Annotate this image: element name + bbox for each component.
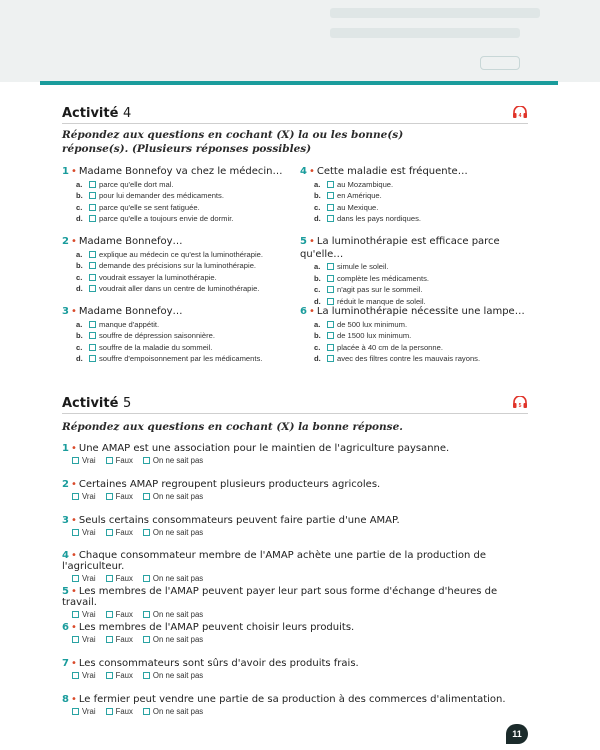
choice-label: On ne sait pas — [152, 670, 204, 680]
option-letter: d. — [314, 296, 321, 306]
question-label: Seuls certains consommateurs peuvent faire partie d'une AMAP. — [78, 514, 400, 526]
choice-label: Vrai — [82, 706, 96, 716]
question-label: Cette maladie est fréquente… — [316, 166, 468, 177]
answer-choices — [62, 492, 532, 501]
option-letter: d. — [76, 284, 83, 293]
option-letter: a. — [76, 319, 83, 329]
choice-label: On ne sait pas — [152, 491, 204, 501]
option-label: souffre de dépression saisonnière. — [99, 331, 215, 340]
checkbox[interactable] — [106, 529, 113, 536]
question-number: 5 — [300, 236, 307, 247]
choice-faux[interactable] — [106, 574, 133, 583]
checkbox[interactable] — [89, 285, 96, 292]
checkbox[interactable] — [89, 274, 96, 281]
option-letter: c. — [314, 202, 321, 212]
checkbox[interactable] — [327, 181, 334, 188]
option-label: simule le soleil. — [337, 262, 389, 271]
question-number: 3 — [62, 514, 69, 526]
option-letter: b. — [314, 331, 321, 340]
question-label: Les consommateurs sont sûrs d'avoir des produits frais. — [78, 657, 359, 669]
checkbox[interactable] — [89, 251, 96, 258]
option-letter: b. — [76, 191, 83, 200]
answer-option[interactable] — [300, 353, 532, 365]
option-letter: b. — [76, 331, 83, 340]
option-label: placée à 40 cm de la personne. — [337, 342, 443, 352]
option-letter: b. — [76, 261, 83, 270]
question-4 — [62, 550, 532, 583]
option-letter: c. — [76, 202, 83, 212]
headphones-icon[interactable] — [512, 106, 528, 118]
checkbox[interactable] — [89, 204, 96, 211]
answer-option[interactable] — [300, 273, 532, 285]
question-text — [62, 550, 532, 572]
question-6 — [300, 306, 532, 365]
option-letter: c. — [76, 342, 83, 352]
choice-vrai[interactable] — [72, 456, 96, 465]
choice-label: On ne sait pas — [152, 635, 204, 644]
checkbox[interactable] — [106, 636, 113, 643]
answer-choices — [62, 707, 532, 716]
option-label: manque d'appétit. — [99, 319, 160, 329]
choice-faux[interactable] — [106, 671, 133, 680]
choice-label: Vrai — [82, 491, 96, 501]
question-label: Madame Bonnefoy… — [78, 236, 183, 247]
choice-label: Vrai — [82, 635, 96, 644]
question-text — [62, 306, 294, 319]
option-letter: d. — [314, 214, 321, 223]
option-label: parce qu'elle se sent fatiguée. — [99, 202, 200, 212]
question-5 — [300, 236, 532, 307]
checkbox[interactable] — [143, 493, 150, 500]
choice-vrai[interactable] — [72, 528, 96, 537]
question-8 — [62, 694, 532, 716]
checkbox[interactable] — [143, 529, 150, 536]
choice-on-ne-sait-pas[interactable] — [143, 456, 203, 465]
previous-page-bleed — [0, 0, 600, 82]
answer-option[interactable] — [62, 260, 294, 272]
checkbox[interactable] — [327, 298, 334, 305]
activity-5-instructions: Répondez aux questions en cochant (X) la bonne réponse. — [62, 421, 403, 433]
option-label: complète les médicaments. — [337, 273, 430, 283]
question-1 — [62, 443, 532, 465]
option-label: demande des précisions sur la luminothérapie. — [99, 261, 257, 270]
question-3 — [62, 306, 294, 365]
question-5 — [62, 586, 532, 619]
bullet-icon: • — [70, 693, 77, 705]
option-letter: a. — [76, 179, 83, 189]
bleed-text-line — [330, 8, 540, 18]
bleed-text-line — [330, 28, 520, 38]
checkbox[interactable] — [143, 708, 150, 715]
answer-choices — [62, 671, 532, 680]
checkbox[interactable] — [72, 636, 79, 643]
choice-vrai[interactable] — [72, 707, 96, 716]
option-letter: d. — [76, 214, 83, 223]
checkbox[interactable] — [89, 344, 96, 351]
checkbox[interactable] — [89, 332, 96, 339]
question-number: 3 — [62, 306, 69, 317]
question-label: La luminothérapie est efficace parce qu'elle… — [300, 236, 500, 260]
choice-vrai[interactable] — [72, 635, 96, 644]
question-label: Chaque consommateur membre de l'AMAP achète une partie de la production de l'agriculteur. — [62, 550, 486, 573]
bullet-icon: • — [70, 586, 77, 598]
question-text — [62, 479, 532, 490]
answer-option[interactable] — [62, 342, 294, 354]
question-number: 6 — [62, 622, 69, 633]
section-divider — [40, 81, 558, 85]
answer-choices — [62, 574, 532, 583]
checkbox[interactable] — [89, 192, 96, 199]
checkbox[interactable] — [327, 192, 334, 199]
bullet-icon: • — [70, 622, 77, 633]
checkbox[interactable] — [72, 672, 79, 679]
option-label: au Mexique. — [337, 202, 379, 212]
choice-label: Faux — [115, 670, 133, 680]
question-text — [62, 236, 294, 249]
checkbox[interactable] — [89, 262, 96, 269]
choice-label: Vrai — [82, 610, 96, 620]
answer-option[interactable] — [300, 202, 532, 214]
option-letter: d. — [314, 354, 321, 363]
answer-option[interactable] — [62, 283, 294, 295]
answer-option[interactable] — [62, 249, 294, 261]
checkbox[interactable] — [327, 321, 334, 328]
option-label: n'agit pas sur le sommeil. — [337, 285, 423, 294]
option-label: de 500 lux minimum. — [337, 319, 408, 329]
question-label: Une AMAP est une association pour le maintien de l'agriculture paysanne. — [78, 443, 450, 454]
answer-option[interactable] — [300, 330, 532, 342]
answer-choices — [62, 635, 532, 644]
checkbox[interactable] — [72, 611, 79, 618]
answer-choices — [62, 528, 532, 537]
question-label: Les membres de l'AMAP peuvent choisir leurs produits. — [78, 622, 355, 633]
choice-label: On ne sait pas — [152, 456, 204, 465]
choice-label: Vrai — [82, 574, 96, 584]
question-text — [62, 166, 294, 179]
option-label: explique au médecin ce qu'est la luminothérapie. — [99, 249, 263, 259]
option-label: avec des filtres contre les mauvais rayons. — [337, 354, 481, 363]
bullet-icon: • — [70, 443, 77, 454]
checkbox[interactable] — [72, 457, 79, 464]
choice-vrai[interactable] — [72, 492, 96, 501]
option-letter: c. — [314, 285, 321, 294]
question-2 — [62, 479, 532, 501]
activity-4-title: Activité 4 — [62, 106, 132, 121]
choice-label: Faux — [115, 574, 133, 584]
choice-vrai[interactable] — [72, 574, 96, 583]
question-label: Madame Bonnefoy va chez le médecin… — [78, 166, 283, 177]
choice-on-ne-sait-pas[interactable] — [143, 707, 203, 716]
answer-option[interactable] — [300, 213, 532, 225]
choice-faux[interactable] — [106, 528, 133, 537]
question-text — [62, 694, 532, 705]
choice-label: On ne sait pas — [152, 706, 204, 716]
checkbox[interactable] — [106, 457, 113, 464]
checkbox[interactable] — [72, 708, 79, 715]
bullet-icon: • — [308, 306, 315, 317]
choice-label: Faux — [115, 610, 133, 620]
checkbox[interactable] — [143, 672, 150, 679]
svg-text:4: 4 — [518, 113, 522, 118]
checkbox[interactable] — [89, 321, 96, 328]
checkbox[interactable] — [72, 493, 79, 500]
checkbox[interactable] — [106, 708, 113, 715]
checkbox[interactable] — [106, 575, 113, 582]
question-number: 6 — [300, 306, 307, 317]
option-letter: d. — [76, 354, 83, 363]
checkbox[interactable] — [327, 286, 334, 293]
choice-faux[interactable] — [106, 610, 133, 619]
question-label: Les membres de l'AMAP peuvent payer leur part sous forme d'échange d'heures de travail. — [62, 586, 498, 609]
choice-on-ne-sait-pas[interactable] — [143, 635, 203, 644]
question-text — [300, 166, 532, 179]
option-label: parce qu'elle dort mal. — [99, 179, 174, 189]
checkbox[interactable] — [72, 575, 79, 582]
svg-text:5: 5 — [518, 403, 522, 408]
choice-label: On ne sait pas — [152, 574, 204, 584]
choice-label: On ne sait pas — [152, 610, 204, 620]
checkbox[interactable] — [327, 204, 334, 211]
question-7 — [62, 658, 532, 680]
bullet-icon: • — [70, 306, 77, 317]
checkbox[interactable] — [106, 611, 113, 618]
checkbox[interactable] — [143, 636, 150, 643]
question-6 — [62, 622, 532, 644]
checkbox[interactable] — [327, 332, 334, 339]
option-label: voudrait aller dans un centre de luminothérapie. — [99, 284, 260, 293]
question-text — [62, 443, 532, 454]
answer-option[interactable] — [62, 353, 294, 365]
question-text — [300, 236, 532, 261]
activity-5-title: Activité 5 — [62, 396, 132, 411]
choice-label: On ne sait pas — [152, 527, 204, 537]
bullet-icon: • — [308, 166, 315, 177]
checkbox[interactable] — [106, 493, 113, 500]
checkbox[interactable] — [89, 355, 96, 362]
choice-label: Faux — [115, 456, 133, 465]
option-letter: a. — [314, 262, 321, 271]
option-letter: a. — [314, 319, 321, 329]
option-letter: c. — [314, 342, 321, 352]
answer-option[interactable] — [300, 284, 532, 296]
question-text — [62, 515, 532, 526]
choice-on-ne-sait-pas[interactable] — [143, 574, 203, 583]
answer-option[interactable] — [62, 319, 294, 331]
checkbox[interactable] — [106, 672, 113, 679]
answer-choices — [62, 610, 532, 619]
option-letter: b. — [314, 191, 321, 200]
choice-on-ne-sait-pas[interactable] — [143, 492, 203, 501]
option-letter: a. — [76, 249, 83, 259]
question-number: 1 — [62, 443, 69, 454]
bleed-box — [480, 56, 520, 70]
option-label: réduit le manque de soleil. — [337, 296, 426, 306]
checkbox[interactable] — [327, 215, 334, 222]
answer-option[interactable] — [62, 330, 294, 342]
checkbox[interactable] — [327, 263, 334, 270]
question-number: 7 — [62, 657, 69, 669]
page-number: 11 — [506, 724, 528, 744]
option-label: de 1500 lux minimum. — [337, 331, 412, 340]
choice-on-ne-sait-pas[interactable] — [143, 671, 203, 680]
question-number: 2 — [62, 236, 69, 247]
bullet-icon: • — [308, 236, 315, 247]
bullet-icon: • — [70, 550, 77, 562]
activity-5-header — [62, 394, 528, 414]
answer-option[interactable] — [300, 319, 532, 331]
answer-option[interactable] — [300, 261, 532, 273]
option-label: souffre de la maladie du sommeil. — [99, 342, 213, 352]
option-label: voudrait essayer la luminothérapie. — [99, 272, 217, 282]
bullet-icon: • — [70, 236, 77, 247]
bullet-icon: • — [70, 657, 77, 669]
question-number: 8 — [62, 693, 69, 705]
choice-vrai[interactable] — [72, 610, 96, 619]
choice-label: Faux — [115, 491, 133, 501]
answer-option[interactable] — [62, 202, 294, 214]
question-2 — [62, 236, 294, 295]
answer-option[interactable] — [300, 179, 532, 191]
option-label: dans les pays nordiques. — [337, 214, 422, 223]
question-number: 5 — [62, 586, 69, 598]
question-number: 4 — [300, 166, 307, 177]
question-label: Certaines AMAP regroupent plusieurs producteurs agricoles. — [78, 478, 381, 490]
checkbox[interactable] — [327, 275, 334, 282]
checkbox[interactable] — [143, 457, 150, 464]
question-label: Madame Bonnefoy… — [78, 306, 183, 317]
choice-label: Vrai — [82, 456, 96, 465]
checkbox[interactable] — [143, 611, 150, 618]
question-number: 4 — [62, 550, 69, 562]
checkbox[interactable] — [89, 181, 96, 188]
choice-vrai[interactable] — [72, 671, 96, 680]
option-letter: a. — [314, 179, 321, 189]
checkbox[interactable] — [327, 355, 334, 362]
activity-4-instructions: Répondez aux questions en cochant (X) la ou les bonne(s) réponse(s). (Plusieurs réponses possibles) — [62, 129, 404, 155]
answer-option[interactable] — [62, 190, 294, 202]
activity-4-header — [62, 104, 528, 124]
choice-label: Faux — [115, 527, 133, 537]
option-letter: b. — [314, 273, 321, 283]
choice-on-ne-sait-pas[interactable] — [143, 528, 203, 537]
bullet-icon: • — [70, 514, 77, 526]
choice-faux[interactable] — [106, 456, 133, 465]
option-letter: c. — [76, 272, 83, 282]
question-text — [62, 622, 532, 633]
choice-label: Faux — [115, 635, 133, 644]
question-3 — [62, 515, 532, 537]
choice-label: Vrai — [82, 670, 96, 680]
answer-option[interactable] — [62, 213, 294, 225]
checkbox[interactable] — [143, 575, 150, 582]
answer-option[interactable] — [300, 190, 532, 202]
question-label: La luminothérapie nécessite une lampe… — [316, 306, 525, 317]
bullet-icon: • — [70, 478, 77, 490]
answer-option[interactable] — [62, 272, 294, 284]
checkbox[interactable] — [72, 529, 79, 536]
choice-faux[interactable] — [106, 635, 133, 644]
question-text — [300, 306, 532, 319]
checkbox[interactable] — [89, 215, 96, 222]
question-number: 1 — [62, 166, 69, 177]
choice-label: Faux — [115, 706, 133, 716]
option-label: pour lui demander des médicaments. — [99, 191, 224, 200]
option-label: parce qu'elle a toujours envie de dormir. — [99, 214, 234, 223]
option-label: souffre d'empoisonnement par les médicaments. — [99, 354, 263, 363]
choice-faux[interactable] — [106, 707, 133, 716]
choice-label: Vrai — [82, 527, 96, 537]
question-text — [62, 658, 532, 669]
question-text — [62, 586, 532, 608]
answer-option[interactable] — [62, 179, 294, 191]
checkbox[interactable] — [327, 344, 334, 351]
question-number: 2 — [62, 478, 69, 490]
bullet-icon: • — [70, 166, 77, 177]
answer-option[interactable] — [300, 342, 532, 354]
headphones-icon[interactable] — [512, 396, 528, 408]
question-4 — [300, 166, 532, 225]
choice-faux[interactable] — [106, 492, 133, 501]
answer-choices — [62, 456, 532, 465]
option-label: en Amérique. — [337, 191, 382, 200]
choice-on-ne-sait-pas[interactable] — [143, 610, 203, 619]
option-label: au Mozambique. — [337, 179, 394, 189]
question-label: Le fermier peut vendre une partie de sa production à des commerces d'alimentation. — [78, 693, 506, 705]
question-1 — [62, 166, 294, 225]
